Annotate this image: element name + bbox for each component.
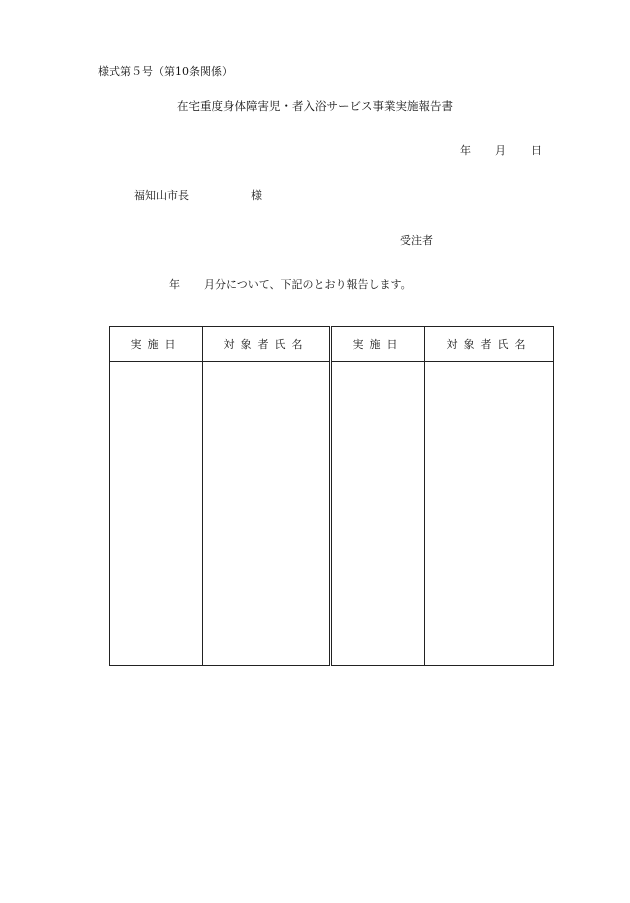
header-name-left: 対象者氏名 [203, 327, 331, 362]
date-month-label: 月 [495, 144, 506, 157]
cell-name-left[interactable] [203, 362, 331, 666]
document-title: 在宅重度身体障害児・者入浴サービス事業実施報告書 [177, 99, 453, 113]
header-date-right: 実施日 [331, 327, 425, 362]
cell-date-left[interactable] [110, 362, 203, 666]
cell-name-right[interactable] [425, 362, 554, 666]
date-year-label: 年 [460, 144, 471, 157]
header-date-left: 実施日 [110, 327, 203, 362]
date-day-label: 日 [531, 144, 542, 157]
form-number: 様式第５号（第10条関係） [98, 65, 233, 78]
header-name-right: 対象者氏名 [425, 327, 554, 362]
table-header-row [110, 327, 554, 362]
report-table [109, 326, 554, 666]
cell-date-right[interactable] [331, 362, 425, 666]
statement-text: 月分について、下記のとおり報告します。 [204, 278, 412, 291]
addressee-honorific: 様 [251, 189, 262, 202]
contractor-label: 受注者 [400, 234, 433, 247]
addressee-name: 福知山市長 [134, 189, 189, 202]
statement-year-label: 年 [169, 278, 180, 291]
table-row [110, 362, 554, 666]
